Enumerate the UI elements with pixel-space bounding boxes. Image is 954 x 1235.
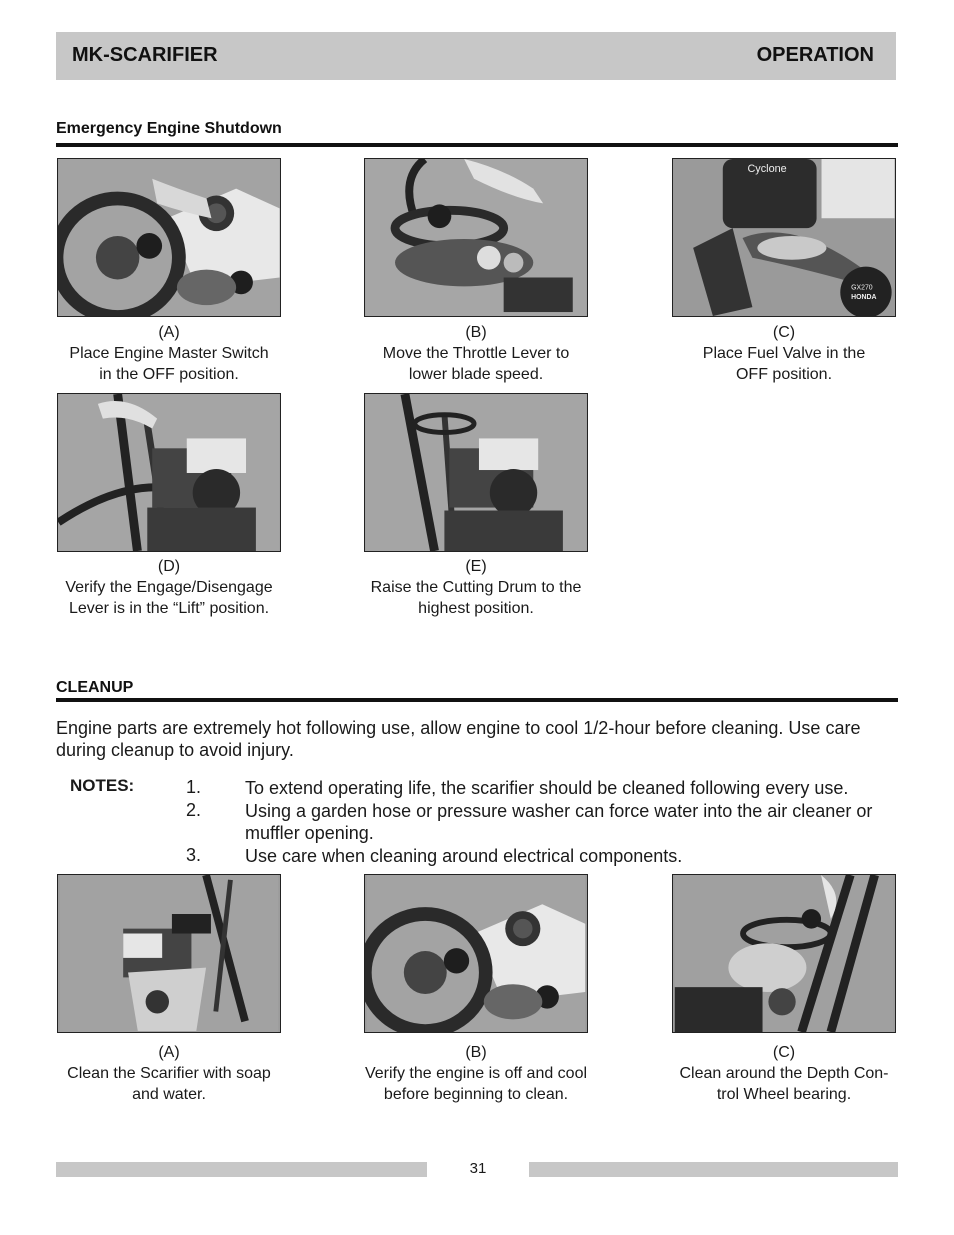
- emergency-section-title: Emergency Engine Shutdown: [56, 120, 282, 137]
- section-rule: [56, 698, 898, 702]
- caption-line: Raise the Cutting Drum to the: [370, 579, 582, 596]
- caption-letter: (A): [158, 324, 180, 341]
- section-rule: [56, 143, 898, 147]
- caption-letter: (B): [465, 1044, 487, 1061]
- caption-line: Move the Throttle Lever to: [382, 345, 570, 362]
- caption-emergency-e: [356, 556, 596, 619]
- caption-line: before beginning to clean.: [383, 1086, 569, 1103]
- caption-emergency-d: [49, 556, 289, 619]
- header-title-left: MK-SCARIFIER: [72, 44, 218, 66]
- caption-cleanup-b: [356, 1042, 596, 1105]
- caption-cleanup-a: [49, 1042, 289, 1105]
- note-text: To extend operating life, the scarifier should be cleaned following every use.: [245, 778, 849, 798]
- cleanup-section-title: CLEANUP: [56, 679, 134, 696]
- note-text: Use care when cleaning around electrical components.: [245, 846, 683, 866]
- note-text: Using a garden hose or pressure washer can force water into the air cleaner or muffler opening.: [245, 801, 873, 843]
- caption-emergency-c: [664, 322, 904, 385]
- caption-letter: (C): [772, 324, 796, 341]
- caption-letter: (E): [465, 558, 487, 575]
- caption-emergency-a: [49, 322, 289, 385]
- engine-model-label: GX270: [851, 284, 873, 292]
- caption-line: Place Engine Master Switch: [69, 345, 269, 362]
- footer-bar-right: [529, 1162, 898, 1177]
- caption-line: Lever is in the “Lift” position.: [68, 600, 270, 617]
- page-header: [56, 32, 896, 80]
- photo-engage-lever: [57, 393, 281, 552]
- photo-fuel-valve: [672, 158, 896, 317]
- caption-line: Verify the engine is off and cool: [364, 1065, 588, 1082]
- photo-engine-master-switch: [57, 158, 281, 317]
- cleanup-paragraph: Engine parts are extremely hot following use, allow engine to cool 1/2-hour before cleaning. Use care during cleanup to avoid injury.: [56, 718, 861, 760]
- caption-line: and water.: [132, 1086, 206, 1103]
- photo-clean-scarifier: [57, 874, 281, 1033]
- header-title-right: OPERATION: [756, 44, 874, 66]
- engine-brand-label: HONDA: [851, 294, 877, 302]
- caption-line: Clean the Scarifier with soap: [67, 1065, 271, 1082]
- note-number: 2.: [186, 800, 202, 820]
- footer-bar-left: [56, 1162, 427, 1177]
- caption-line: highest position.: [418, 600, 534, 617]
- caption-emergency-b: [356, 322, 596, 385]
- photo-cutting-drum: [364, 393, 588, 552]
- caption-letter: (D): [157, 558, 181, 575]
- air-cleaner-label: Cyclone: [747, 162, 787, 175]
- caption-letter: (A): [158, 1044, 180, 1061]
- caption-line: trol Wheel bearing.: [716, 1086, 852, 1103]
- photo-engine-off-cool: [364, 874, 588, 1033]
- caption-letter: (B): [465, 324, 487, 341]
- caption-line: Place Fuel Valve in the: [702, 345, 866, 362]
- photo-throttle-lever: [364, 158, 588, 317]
- note-number: 1.: [186, 777, 202, 797]
- caption-line: OFF position.: [735, 366, 833, 383]
- caption-line: in the OFF position.: [99, 366, 239, 383]
- caption-letter: (C): [772, 1044, 796, 1061]
- photo-depth-control-wheel: [672, 874, 896, 1033]
- caption-line: lower blade speed.: [408, 366, 544, 383]
- caption-cleanup-c: [664, 1042, 904, 1105]
- notes-label: NOTES:: [70, 776, 135, 795]
- page-number: 31: [469, 1160, 487, 1177]
- caption-line: Verify the Engage/Disengage: [65, 579, 273, 596]
- caption-line: Clean around the Depth Con-: [679, 1065, 889, 1082]
- note-number: 3.: [186, 845, 202, 865]
